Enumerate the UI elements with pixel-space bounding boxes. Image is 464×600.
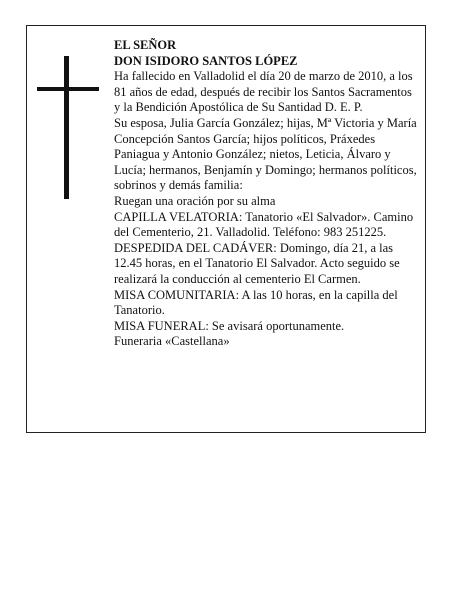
notice-paragraph-death: Ha fallecido en Valladolid el día 20 de marzo de 2010, a los 81 años de edad, después de recibir los Santos Sacramentos y la Bendición Apostólica de Su Santidad D. E. P. [114, 69, 413, 115]
notice-paragraph-funeral-mass: MISA FUNERAL: Se avisará oportunamente. [114, 318, 345, 333]
obituary-notice [26, 25, 426, 433]
notice-text [114, 38, 420, 350]
notice-paragraph-chapel: CAPILLA VELATORIA: Tanatorio «El Salvador». Camino del Cementerio, 21. Valladolid. Teléfono: 983 251225. [114, 209, 414, 240]
notice-heading-name: DON ISIDORO SANTOS LÓPEZ [114, 53, 298, 68]
cross-icon [37, 56, 99, 199]
notice-paragraph-family: Su esposa, Julia García González; hijas, Mª Victoria y María Concepción Santos García; hijos políticos, Práxedes Paniagua y Antonio González; nietos, Leticia, Álvaro y Lucía; hermanos, Benjamín y Domingo; hermanos políticos, sobrinos y demás familia: [114, 115, 417, 193]
notice-paragraph-funeral-home: Funeraria «Castellana» [114, 334, 230, 349]
cross-vertical-bar [64, 56, 69, 199]
cross-horizontal-bar [37, 87, 99, 91]
notice-paragraph-community-mass: MISA COMUNITARIA: A las 10 horas, en la capilla del Tanatorio. [114, 287, 398, 318]
notice-paragraph-prayer: Ruegan una oración por su alma [114, 193, 276, 208]
notice-paragraph-farewell: DESPEDIDA DEL CADÁVER: Domingo, día 21, a las 12.45 horas, en el Tanatorio El Salvador. Acto seguido se realizará la conducción al cementerio El Carmen. [114, 240, 400, 286]
notice-heading-title: EL SEÑOR [114, 38, 177, 52]
